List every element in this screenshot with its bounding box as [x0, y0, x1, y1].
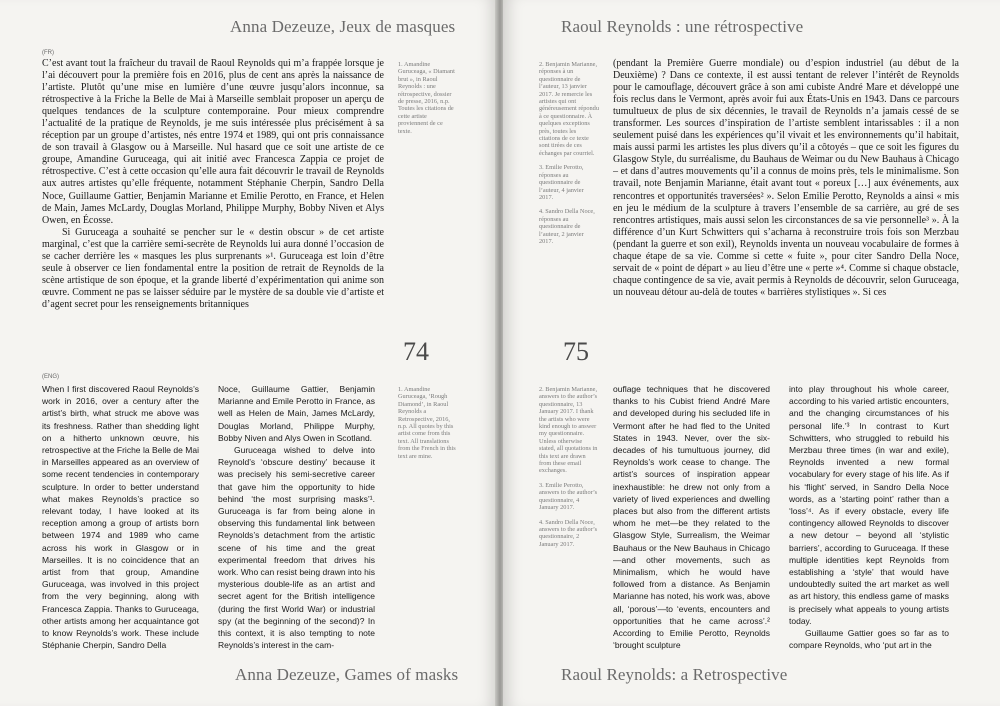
footnote: 3. Emilie Perotto, answers to the author’s questionnaire, 4 January 2017.: [539, 481, 598, 512]
running-header-fr-left: Anna Dezeuze, Jeux de masques: [230, 17, 456, 36]
english-column-3: [613, 383, 770, 651]
footnote: 1. Amandine Guruceaga, « Diamant brut », in Raoul Reynolds : une rétrospective, dossier de presse, 2016, n.p. Toutes les citations de cette artiste proviennent de ce texte.: [398, 61, 455, 135]
english-column-2: [218, 383, 375, 651]
english-column-1: [42, 383, 199, 651]
footnote: 3. Emilie Perotto, réponses au questionnaire de l’auteur, 4 janvier 2017.: [539, 164, 584, 201]
language-label-en: (ENG): [42, 374, 59, 380]
paragraph: When I first discovered Raoul Reynolds’s work in 2016, over a century after the artist’s birth, what struck me above was its freshness. Rather than shedding light on a hitherto unknown œuvre, his retrospective at the Friche la Belle de Mai in Marseilles appeared as an overview of some recent tendencies in contemporary sculpture. In order to better understand what makes Reynolds’s practice so relevant today, I have looked at its reception among a group of artists born between 1974 and 1989 who came across his work in Glasgow or in Marseilles. It is no coincidence that an artist from that group, Amandine Guruceaga, was involved in this project from the very beginning, along with Francesca Zappia. Thanks to Guruceaga, other artists among her acquaintance got to know Reynolds’s work. These include Stéphanie Cherpin, Sandro Della: [42, 384, 199, 651]
paragraph: ouflage techniques that he discovered thanks to his Cubist friend André Mare and developed during his secluded life in Vermont after he had fled to the United States in 1943. Never, over the six-decades of his tumultuous journey, did Reynolds’s work cease to change. The artist’s sources of inspiration appear inexhaustible: he drew not only from a variety of lived experiences and dwelling places but also from the different artists whom he met—be they related to the Glasgow Style, Surrealism, the Weimar Bauhaus or the New Bauhaus in Chicago—and other movements, such as Minimalism, which he would have followed from a distance. As Benjamin Marianne has noted, his work was, above all, ‘porous’—to ‘events, encounters and opportunities that he came across’.² According to Emilie Perotto, Reynolds ‘brought sculpture: [613, 384, 770, 651]
footnote: 4. Sandro Della Noce, réponses au questionnaire de l’auteur, 2 janvier 2017.: [539, 208, 595, 245]
paragraph: Noce, Guillaume Gattier, Benjamin Marianne and Emile Perotto in France, as well as Helen de Main, James McLardy, Douglas Morland, Philippe Murphy, Bobby Niven and Alys Owen in Scotland.: [218, 384, 375, 443]
english-column-4: [789, 383, 949, 651]
footnotes-en-left: [398, 386, 458, 506]
page-number-left: 74: [403, 337, 429, 366]
left-page: [0, 0, 497, 706]
running-header-fr-right: Raoul Reynolds : une rétrospective: [561, 17, 804, 36]
running-footer-en-left: Anna Dezeuze, Games of masks: [235, 665, 459, 684]
footnote: 4. Sandro Della Noce, answers to the author’s questionnaire, 2 January 2017.: [539, 518, 598, 548]
footnotes-fr-left: [398, 61, 458, 211]
paragraph: Si Guruceaga a souhaité se pencher sur le « destin obscur » de cet artiste marginal, c’est que la carrière semi-secrète de Reynolds lui aura donné l’occasion de se cacher derrière les « masques les plus surprenants »¹. Guruceaga est loin d’être seule à observer ce lien fondamental entre la position de retrait de Reynolds de la scène artistique de son époque, et la grande liberté d’expérimentation qui anime son œuvre. Comment ne pas se laisser séduire par le mystère de sa double vie d’artiste et d’agent secret pour les renseignements britanniques: [42, 226, 384, 310]
running-footer-en-right: Raoul Reynolds: a Retrospective: [561, 665, 788, 684]
paragraph: (pendant la Première Guerre mondiale) ou d’espion industriel (au début de la Deuxième) ? Dans ce contexte, il est aussi tentant de relever l’intérêt de Reynolds pour le camouflage, découvert grâce à son ami cubiste André Mare et développé une fois reclus dans le Vermont, après avoir fui aux États-Unis en 1943. Dans ce parcours tumultueux de plus de six décennies, le travail de Reynolds n’a jamais cessé de se transformer. Les sources d’inspiration de l’artiste semblent intarissables : il a non seulement puisé dans les expériences qu’il vivait et les environnements qu’il habitait, mais aussi parmi les artistes les plus divers qu’il a côtoyés – que ce soit les figures du Glasgow Style, du surréalisme, du Bauhaus de Weimar ou du New Bauhaus à Chicago – et dans d’autres mouvements qu’il a connus de moins près, tels le minimalisme. Son travail, note Benjamin Marianne, était avant tout « poreux […] aux événements, aux rencontres et opportunités traversées² ». Selon Emilie Perotto, Reynolds a ainsi « mis en jeu le médium de la sculpture à travers l’ensemble de sa carrière, au gré de ses rencontres artistiques, mais aussi selon les circonstances de sa vie personnelle³ ». À la différence d’un Kurt Schwitters qui s’acharna à reconstruire trois fois son Merzbau (pendant la guerre et son exil), Reynolds inventa un nouveau vocabulaire de formes à chaque étape de sa vie. Comme si cette « fuite », pour citer Sandro Della Noce, servait de « point de départ » au lieu d’être une « perte »⁴. Comme si chaque obstacle, chaque contingence de sa vie, avait permis à Reynolds de découvrir, selon Guruceaga, un nouveau détour au-delà de toutes « barrières stylistiques ». Si ces: [613, 58, 959, 298]
paragraph: Guruceaga wished to delve into Reynold’s ‘obscure destiny’ because it was precisely his semi-secretive career that gave him the opportunity to hide behind ‘the most surprising masks’¹. Guruceaga is far from being alone in observing this fundamental link between Reynolds’s detachment from the artistic scene of his time and the great experimental freedom that drives his work. Who can resist being drawn into his mysterious double-life as an artist and secret agent for the British intelligence (during the first World War) or industrial spy (at the beginning of the second)? In this context, it is also tempting to note Reynolds’s interest in the cam-: [218, 445, 375, 651]
footnotes-fr-right: [539, 61, 599, 326]
language-label-fr: (FR): [42, 50, 54, 56]
footnote: 2. Benjamin Marianne, answers to the author’s questionnaire, 13 January 2017. I thank the artists who were kind enough to answer my questionnaire. Unless otherwise stated, all quotations in this text are drawn from these email exchanges.: [539, 386, 598, 475]
footnote: 2. Benjamin Marianne, réponses à un questionnaire de l’auteur, 13 janvier 2017. Je remercie les artistes qui ont généreusement répondu à ce questionnaire. À quelques exceptions près, toutes les citations de ce texte sont tirées de ces échanges par courriel.: [539, 61, 599, 157]
paragraph: C’est avant tout la fraîcheur du travail de Raoul Reynolds qui m’a frappée lorsque je l’ai découvert pour la première fois en 2016, plus de cent ans après la naissance de l’artiste. Plutôt qu’une mise en lumière d’une œuvre jusqu’alors inconnue, sa rétrospective à la Friche la Belle de Mai à Marseille semblait proposer un aperçu de quelques tendances de la sculpture contemporaine. Pour mieux comprendre l’actualité de la pratique de Reynolds, je me suis intéressée plus précisément à sa réception par un groupe d’artistes, nés entre 1974 et 1989, qui ont pris connaissance de son travail à Glasgow ou à Marseille. Nul hasard que ce soit une artiste de ce groupe, Amandine Guruceaga, qui ait initié avec Francesca Zappia ce projet de rétrospective. C’est à cette occasion qu’elle aura fait découvrir le travail de Reynolds aux autres artistes qu’elle fréquente, notamment Stéphanie Cherpin, Sandro Della Noce, Guillaume Gattier, Benjamin Marianne et Emilie Perotto, en France, et Helen de Main, James McLardy, Douglas Morland, Philippe Murphy, Bobby Niven et Alys Owen, en Écosse.: [42, 58, 384, 226]
paragraph: into play throughout his whole career, according to his varied artistic encounters, and the changing circumstances of his personal life.’³ In contrast to Kurt Schwitters, who struggled to rebuild his Merzbau three times (in war and exile), Reynolds invented a new formal vocabulary for every stage of his life. As if his ‘flight’ served, in Sandro Della Noce words, as a ‘starting point’ rather than a ‘loss’⁴. As if every obstacle, every life contingency allowed Reynolds to discover a new detour – beyond all ‘stylistic barriers’, according to Guruceaga. If these multiple identities kept Reynolds from establishing a ‘style’ that would have undoubtedly suited the art market as well as art history, this endless game of masks is precisely what appeals to young artists today.: [789, 384, 949, 626]
french-text-left: [42, 58, 384, 326]
footnote: 1. Amandine Guruceaga, ‘Rough Diamond’, in Raoul Reynolds a Retrospective, 2016, n.p. All quotes by this artist come from this text. All translations from the French in this text are mine.: [398, 386, 456, 460]
paragraph: Guillaume Gattier goes so far as to compare Reynolds, who ‘put art in the: [789, 628, 949, 651]
right-page: [503, 0, 1000, 706]
footnotes-en-right: [539, 386, 599, 616]
french-text-right: [613, 58, 959, 326]
page-number-right: 75: [563, 337, 589, 366]
